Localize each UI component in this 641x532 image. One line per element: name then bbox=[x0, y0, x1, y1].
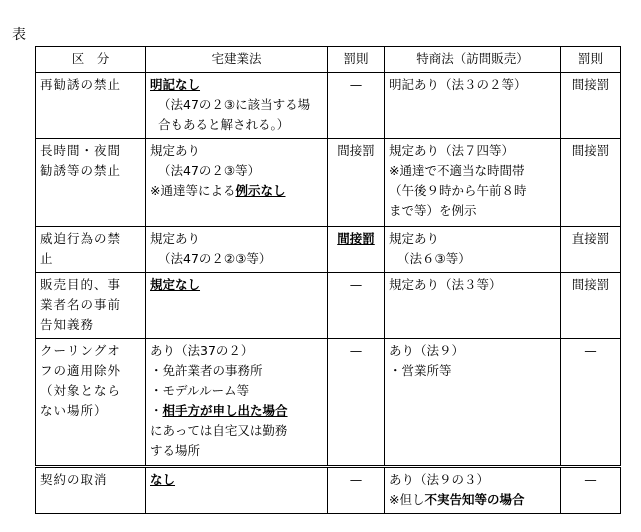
batsu-cell: 間接罰 bbox=[328, 139, 385, 227]
batsu-cell: — bbox=[561, 339, 621, 467]
table-row bbox=[36, 339, 621, 467]
row-label: 再勧誘の禁止 bbox=[36, 73, 146, 139]
batsu-cell: — bbox=[561, 467, 621, 514]
header-tokusho: 特商法（訪問販売） bbox=[385, 47, 561, 73]
tokusho-cell: 規定あり（法７四等） ※通達で不適当な時間帯 （午後９時から午前８時 まで等）を例示 bbox=[385, 139, 561, 227]
batsu-cell: 間接罰 bbox=[561, 73, 621, 139]
header-batsu-1: 罰則 bbox=[328, 47, 385, 73]
header-kubun: 区 分 bbox=[36, 47, 146, 73]
batsu-cell: — bbox=[328, 273, 385, 339]
row-label: 契約の取消 bbox=[36, 467, 146, 514]
takken-cell: なし bbox=[146, 467, 328, 514]
batsu-cell: 間接罰 bbox=[561, 139, 621, 227]
table-caption: 表 bbox=[12, 27, 26, 43]
header-takken: 宅建業法 bbox=[146, 47, 328, 73]
row-label: 威迫行為の禁 止 bbox=[36, 227, 146, 273]
table-row bbox=[36, 273, 621, 339]
table-row bbox=[36, 73, 621, 139]
comparison-table bbox=[35, 46, 621, 514]
batsu-cell: — bbox=[328, 73, 385, 139]
tokusho-cell: 明記あり（法３の２等） bbox=[385, 73, 561, 139]
row-label: 長時間・夜間 勧誘等の禁止 bbox=[36, 139, 146, 227]
batsu-cell: 直接罰 bbox=[561, 227, 621, 273]
batsu-cell: — bbox=[328, 467, 385, 514]
batsu-cell: 間接罰 bbox=[328, 227, 385, 273]
table-row bbox=[36, 467, 621, 514]
tokusho-cell: 規定あり （法６③等） bbox=[385, 227, 561, 273]
takken-cell: 規定あり （法47の２③等） ※通達等による例示なし bbox=[146, 139, 328, 227]
table-row bbox=[36, 227, 621, 273]
row-label: 販売目的、事 業者名の事前 告知義務 bbox=[36, 273, 146, 339]
takken-cell: 規定なし bbox=[146, 273, 328, 339]
takken-cell: あり（法37の２） ・免許業者の事務所 ・モデルルーム等 ・相手方が申し出た場合 にあっては自宅又は勤務 する場所 bbox=[146, 339, 328, 467]
takken-cell: 規定あり （法47の２②③等） bbox=[146, 227, 328, 273]
row-label: クーリングオ フの適用除外 （対象となら ない場所） bbox=[36, 339, 146, 467]
tokusho-cell: あり（法９） ・営業所等 bbox=[385, 339, 561, 467]
table-row bbox=[36, 139, 621, 227]
tokusho-cell: あり（法９の３） ※但し不実告知等の場合 bbox=[385, 467, 561, 514]
batsu-cell: — bbox=[328, 339, 385, 467]
tokusho-cell: 規定あり（法３等） bbox=[385, 273, 561, 339]
header-batsu-2: 罰則 bbox=[561, 47, 621, 73]
takken-cell: 明記なし （法47の２③に該当する場 合もあると解される。） bbox=[146, 73, 328, 139]
header-row bbox=[36, 47, 621, 73]
batsu-cell: 間接罰 bbox=[561, 273, 621, 339]
